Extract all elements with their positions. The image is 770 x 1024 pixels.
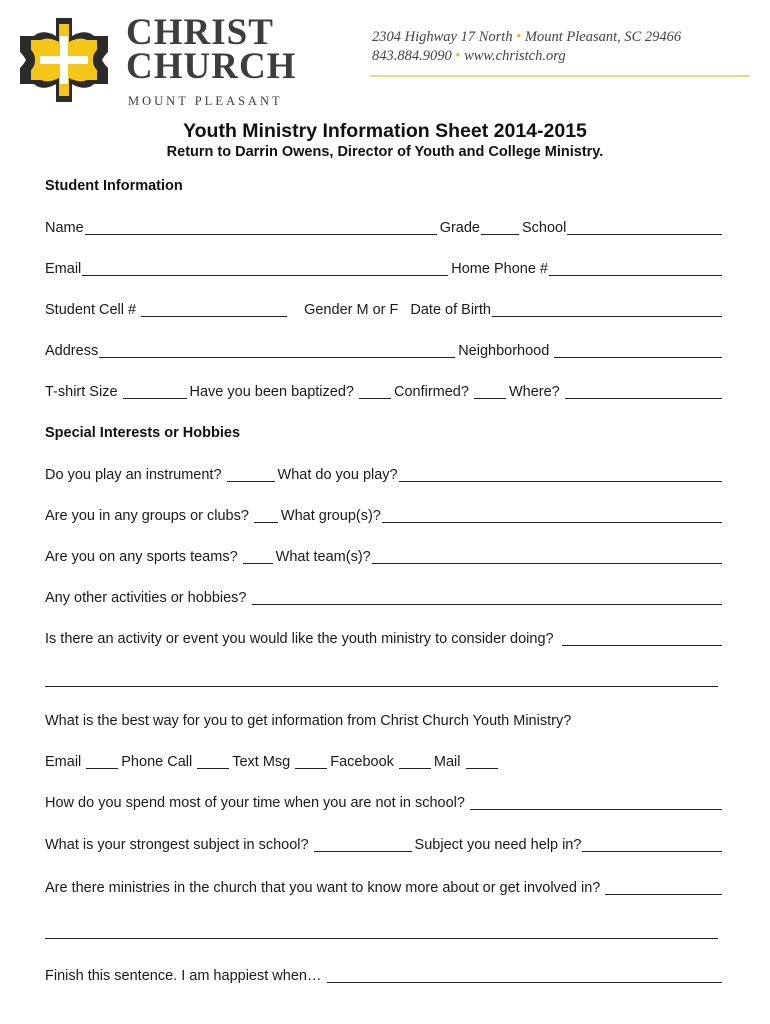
help-subject-label: Subject you need help in? <box>414 837 582 853</box>
option-email-field[interactable] <box>86 754 118 769</box>
ministries-field-continued[interactable] <box>45 938 718 939</box>
confirmed-label: Confirmed? <box>393 384 469 400</box>
home-phone-field[interactable] <box>549 261 722 276</box>
where-label: Where? <box>508 384 560 400</box>
help-subject-field[interactable] <box>582 837 722 852</box>
street-address: 2304 Highway 17 North <box>372 29 513 45</box>
section-student-information: Student Information <box>45 178 183 194</box>
strongest-subject-field[interactable] <box>314 837 412 852</box>
instrument-field[interactable] <box>227 467 275 482</box>
church-name-line2: CHURCH <box>126 46 297 87</box>
ministries-field[interactable] <box>605 880 722 895</box>
letterhead <box>0 0 770 118</box>
row-groups <box>45 507 725 525</box>
option-text-label: Text Msg <box>232 754 291 770</box>
ministries-label: Are there ministries in the church that you want to know more about or get involved in? <box>45 880 601 896</box>
city-state-zip: Mount Pleasant, SC 29466 <box>524 29 682 45</box>
grade-label: Grade <box>439 220 480 236</box>
event-field[interactable] <box>562 631 722 646</box>
groups-field[interactable] <box>254 508 278 523</box>
instrument-label: Do you play an instrument? <box>45 467 222 483</box>
row-other-activities <box>45 589 725 607</box>
event-field-continued[interactable] <box>45 686 718 687</box>
row-instrument <box>45 466 725 484</box>
church-cross-logo <box>16 14 112 106</box>
row-spend-time <box>45 794 725 812</box>
cell-field[interactable] <box>141 302 287 317</box>
grade-field[interactable] <box>481 220 519 235</box>
strongest-subject-label: What is your strongest subject in school? <box>45 837 309 853</box>
address-field[interactable] <box>99 343 455 358</box>
phone-number: 843.884.9090 <box>372 48 452 64</box>
dob-field[interactable] <box>492 302 722 317</box>
event-label: Is there an activity or event you would like the youth ministry to consider doing? <box>45 631 554 647</box>
row-event <box>45 630 725 648</box>
tshirt-label: T-shirt Size <box>45 384 118 400</box>
row-subjects <box>45 836 725 854</box>
bullet-icon: • <box>455 48 461 64</box>
row-email-home-phone <box>45 260 725 278</box>
row-sports <box>45 548 725 566</box>
option-mail-field[interactable] <box>466 754 498 769</box>
dob-label: Date of Birth <box>410 302 491 318</box>
sports-field[interactable] <box>243 549 273 564</box>
header-rule <box>370 75 750 77</box>
school-label: School <box>522 220 567 236</box>
baptized-field[interactable] <box>359 384 391 399</box>
row-ministries <box>45 879 725 897</box>
spend-time-field[interactable] <box>470 795 722 810</box>
school-field[interactable] <box>567 220 722 235</box>
option-text-field[interactable] <box>295 754 327 769</box>
row-contact-options <box>45 753 725 771</box>
church-contact <box>372 28 681 66</box>
other-activities-label: Any other activities or hobbies? <box>45 590 247 606</box>
option-facebook-field[interactable] <box>399 754 431 769</box>
spend-time-label: How do you spend most of your time when you are not in school? <box>45 795 465 811</box>
tshirt-field[interactable] <box>123 384 187 399</box>
option-phone-label: Phone Call <box>121 754 193 770</box>
what-teams-field[interactable] <box>372 549 722 564</box>
section-special-interests: Special Interests or Hobbies <box>45 425 241 441</box>
where-field[interactable] <box>565 384 722 399</box>
row-best-way <box>45 712 725 730</box>
email-field[interactable] <box>82 261 448 276</box>
neighborhood-label: Neighborhood <box>458 343 550 359</box>
row-address-neighborhood <box>45 342 725 360</box>
website: www.christch.org <box>464 48 566 64</box>
neighborhood-field[interactable] <box>554 343 722 358</box>
email-label: Email <box>45 261 82 277</box>
bullet-icon: • <box>516 29 522 45</box>
confirmed-field[interactable] <box>474 384 506 399</box>
row-name-grade-school <box>45 219 725 237</box>
groups-label: Are you in any groups or clubs? <box>45 508 249 524</box>
home-phone-label: Home Phone # <box>451 261 548 277</box>
name-label: Name <box>45 220 84 236</box>
option-email-label: Email <box>45 754 82 770</box>
other-activities-field[interactable] <box>252 590 723 605</box>
name-field[interactable] <box>85 220 437 235</box>
row-happiest <box>45 967 725 985</box>
what-groups-label: What group(s)? <box>280 508 381 524</box>
church-location: MOUNT PLEASANT <box>128 94 283 108</box>
happiest-label: Finish this sentence. I am happiest when… <box>45 968 322 984</box>
happiest-field[interactable] <box>327 968 722 983</box>
option-mail-label: Mail <box>433 754 461 770</box>
page-title: Youth Ministry Information Sheet 2014-2015 <box>183 120 587 142</box>
row-cell-gender-dob <box>45 301 725 319</box>
best-way-label: What is the best way for you to get information from Christ Church Youth Ministry? <box>45 713 572 729</box>
sports-label: Are you on any sports teams? <box>45 549 238 565</box>
address-label: Address <box>45 343 99 359</box>
gender-label: Gender M or F <box>304 302 399 318</box>
row-tshirt-baptized <box>45 383 725 401</box>
baptized-label: Have you been baptized? <box>189 384 354 400</box>
page-subtitle: Return to Darrin Owens, Director of Youth and College Ministry. <box>166 144 604 160</box>
what-play-field[interactable] <box>399 467 722 482</box>
church-name <box>126 12 297 87</box>
what-teams-label: What team(s)? <box>275 549 371 565</box>
cell-label: Student Cell # <box>45 302 137 318</box>
church-name-line1: CHRIST <box>126 12 274 53</box>
what-play-label: What do you play? <box>277 467 398 483</box>
what-groups-field[interactable] <box>382 508 722 523</box>
option-phone-field[interactable] <box>197 754 229 769</box>
option-facebook-label: Facebook <box>330 754 394 770</box>
